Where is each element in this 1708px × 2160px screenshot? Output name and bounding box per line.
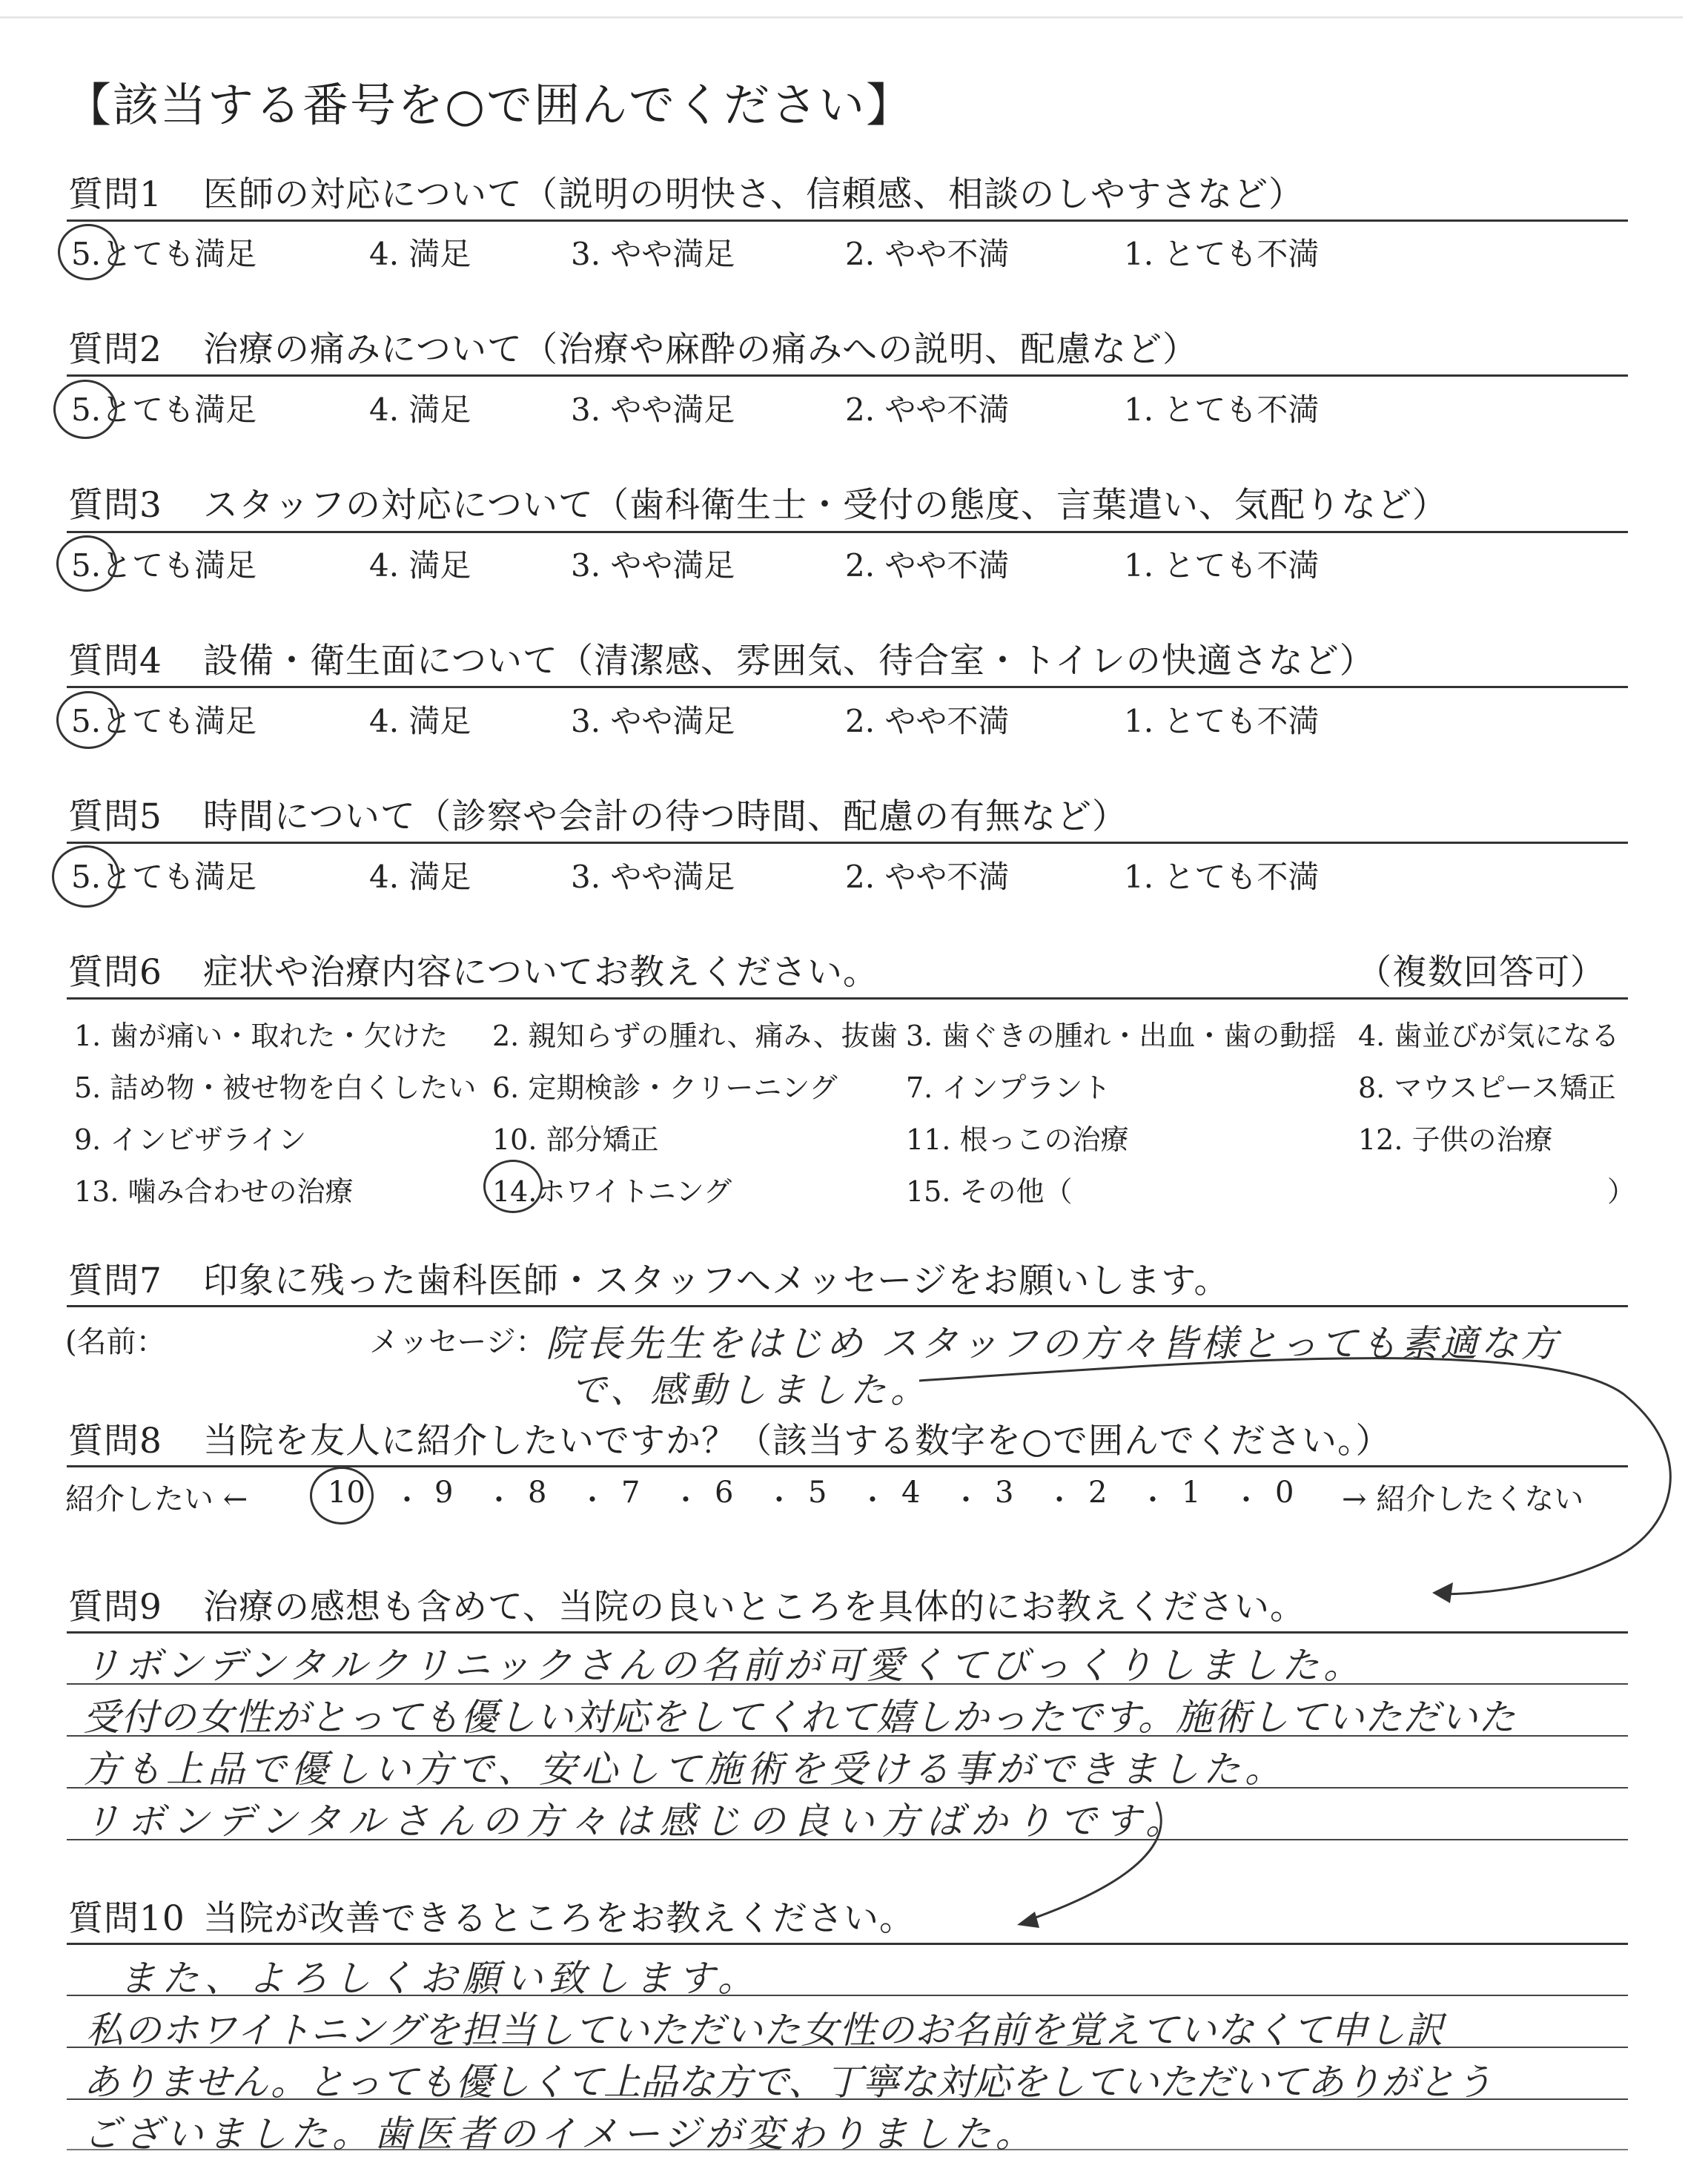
q2-option-1[interactable]: 1. とても不満 [1124,392,1320,428]
question-5-text: 時間について（診察や会計の待つ時間、配慮の有無など） [203,796,1128,837]
question-8-label: 質問8 [68,1421,162,1462]
q8-scale-4[interactable]: 4 [901,1476,921,1510]
q8-scale-9[interactable]: 9 [434,1476,454,1510]
q6-item-14[interactable]: 14.ホワイトニング [492,1175,732,1208]
q7-message-label: メッセージ： [369,1325,546,1359]
q8-right-label: → 紹介したくない [1342,1482,1584,1516]
question-1-text: 医師の対応について（説明の明快さ、信頼感、相談のしやすさなど） [203,174,1305,215]
q5-option-1[interactable]: 1. とても不満 [1124,859,1320,895]
q10-answer-line-3: ありません。とっても優しくて上品な方で、丁寧な対応をしていただいてありがとう [83,2061,1492,2104]
q8-left-label: 紹介したい ← [65,1482,248,1516]
q3-option-3[interactable]: 3. やや満足 [571,547,735,584]
question-9-text: 治療の感想も含めて、当院の良いところを具体的にお教えください。 [203,1587,1306,1628]
question-4-text: 設備・衛生面について（清潔感、雰囲気、待合室・トイレの快適さなど） [203,641,1375,681]
q8-sep: ・ [858,1484,887,1516]
question-6-label: 質問6 [68,952,162,993]
q4-option-4[interactable]: 4. 満足 [369,703,471,739]
q8-scale-0[interactable]: 0 [1275,1476,1294,1510]
question-6-note: （複数回答可） [1357,952,1606,993]
q9-answer-line-1: リボンデンタルクリニックさんの名前が可愛くてびっくりしました。 [83,1644,1365,1687]
q7-to-q9-arrow [919,1358,1670,1594]
q5-option-3[interactable]: 3. やや満足 [571,859,735,895]
question-2-text: 治療の痛みについて（治療や麻酔の痛みへの説明、配慮など） [203,329,1199,370]
q4-option-2[interactable]: 2. やや不満 [845,703,1010,739]
q9-to-q10-arrowhead [1017,1912,1039,1928]
q6-item-6[interactable]: 6. 定期検診・クリーニング [492,1071,838,1104]
question-9-label: 質問9 [68,1587,162,1628]
q10-answer-line-1: また、よろしくお願い致します。 [119,1957,761,2000]
q3-option-4[interactable]: 4. 満足 [369,547,471,584]
q3-option-1[interactable]: 1. とても不満 [1124,547,1320,584]
q6-item-12[interactable]: 12. 子供の治療 [1358,1123,1553,1156]
question-10-label: 質問10 [68,1898,185,1939]
question-5-label: 質問5 [68,796,162,837]
question-2-label: 質問2 [68,329,162,370]
q6-item-5[interactable]: 5. 詰め物・被せ物を白くしたい [74,1071,477,1104]
q4-option-5[interactable]: 5.とても満足 [71,703,257,739]
q5-option-2[interactable]: 2. やや不満 [845,859,1010,895]
q9-answer-line-3: 方も上品で優しい方で、安心して施術を受ける事ができました。 [83,1748,1286,1791]
q6-item-15[interactable]: 15. その他（ [906,1175,1073,1208]
q6-item-4[interactable]: 4. 歯並びが気になる [1358,1020,1620,1052]
question-4-label: 質問4 [68,641,162,681]
q8-sep: ・ [952,1484,981,1516]
q9-answer-line-4: リボンデンタルさんの方々は感じの良い方ばかりです。 [83,1800,1190,1843]
question-6-text: 症状や治療内容についてお教えください。 [203,952,879,993]
q8-scale-8[interactable]: 8 [528,1476,547,1510]
page-title: 【該当する番号を○で囲んでください】 [65,78,914,132]
q2-option-5[interactable]: 5.とても満足 [71,392,257,428]
q5-option-4[interactable]: 4. 満足 [369,859,471,895]
question-3-text: スタッフの対応について（歯科衛生士・受付の態度、言葉遣い、気配りなど） [203,485,1449,526]
q8-sep: ・ [1139,1484,1168,1516]
q6-item-8[interactable]: 8. マウスピース矯正 [1358,1071,1616,1104]
question-3-label: 質問3 [68,485,162,526]
question-7-text: 印象に残った歯科医師・スタッフへメッセージをお願いします。 [203,1261,1230,1301]
q4-option-3[interactable]: 3. やや満足 [571,703,735,739]
q6-item-1[interactable]: 1. 歯が痛い・取れた・欠けた [74,1020,448,1052]
q2-option-2[interactable]: 2. やや不満 [845,392,1010,428]
q8-sep: ・ [485,1484,514,1516]
q6-item-10[interactable]: 10. 部分矯正 [492,1123,659,1156]
q8-sep: ・ [672,1484,701,1516]
q6-item-15-close: ） [1607,1175,1636,1208]
q8-sep: ・ [393,1484,422,1516]
q6-item-11[interactable]: 11. 根っこの治療 [906,1123,1129,1156]
q9-to-q10-arrow [1023,1802,1161,1922]
q1-option-1[interactable]: 1. とても不満 [1124,236,1320,272]
q6-item-7[interactable]: 7. インプラント [906,1071,1111,1104]
q4-option-1[interactable]: 1. とても不満 [1124,703,1320,739]
q10-answer-line-4: ございました。歯医者のイメージが変わりました。 [83,2113,1037,2156]
question-1-label: 質問1 [68,174,162,215]
q6-item-2[interactable]: 2. 親知らずの腫れ、痛み、抜歯 [492,1020,898,1052]
question-10-text: 当院が改善できるところをお教えください。 [203,1898,915,1939]
q3-option-5[interactable]: 5.とても満足 [71,547,257,584]
q8-scale-6[interactable]: 6 [715,1476,734,1510]
q6-item-13[interactable]: 13. 噛み合わせの治療 [74,1175,354,1208]
q1-option-5[interactable]: 5.とても満足 [71,236,257,272]
q8-scale-3[interactable]: 3 [995,1476,1014,1510]
q8-sep: ・ [1045,1484,1074,1516]
q8-scale-10[interactable]: 10 [328,1476,365,1510]
q7-message-line-2: で、感動しました。 [571,1370,931,1411]
q6-item-3[interactable]: 3. 歯ぐきの腫れ・出血・歯の動揺 [906,1020,1337,1052]
q3-option-2[interactable]: 2. やや不満 [845,547,1010,584]
q8-sep: ・ [1232,1484,1261,1516]
q8-sep: ・ [765,1484,794,1516]
q5-option-5[interactable]: 5.とても満足 [71,859,257,895]
q1-option-2[interactable]: 2. やや不満 [845,236,1010,272]
question-8-text: 当院を友人に紹介したいですか？（該当する数字を○で囲んでください。） [203,1421,1391,1462]
q8-sep: ・ [578,1484,607,1516]
question-7-label: 質問7 [68,1261,162,1301]
q8-scale-1[interactable]: 1 [1182,1476,1201,1510]
q7-name-label: (名前： [65,1325,166,1359]
q2-option-4[interactable]: 4. 満足 [369,392,471,428]
q10-answer-line-2: 私のホワイトニングを担当していただいた女性のお名前を覚えていなくて申し訳 [86,2009,1444,2052]
q6-item-9[interactable]: 9. インビザライン [74,1123,307,1156]
q7-to-q9-arrowhead [1432,1582,1453,1603]
q8-scale-2[interactable]: 2 [1088,1476,1108,1510]
q1-option-4[interactable]: 4. 満足 [369,236,471,272]
q8-scale-7[interactable]: 7 [621,1476,640,1510]
q1-option-3[interactable]: 3. やや満足 [571,236,735,272]
q8-scale-5[interactable]: 5 [808,1476,827,1510]
q2-option-3[interactable]: 3. やや満足 [571,392,735,428]
q9-answer-line-2: 受付の女性がとっても優しい対応をしてくれて嬉しかったです。施術していただいた [83,1696,1516,1739]
q7-message-line-1: 院長先生をはじめ スタッフの方々皆様とっても素適な方 [546,1322,1560,1365]
